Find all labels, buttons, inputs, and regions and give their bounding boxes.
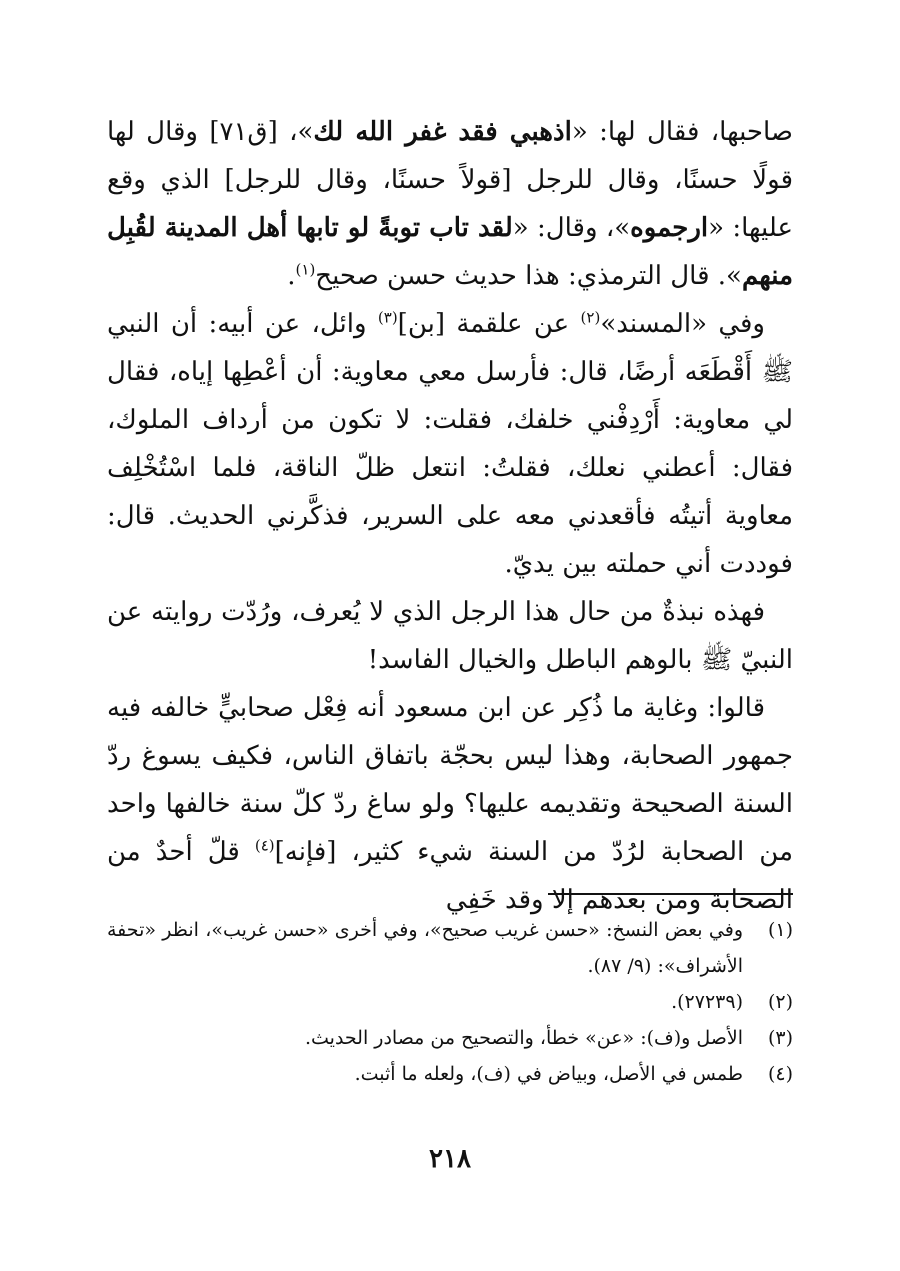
text-run: وائل، عن أبيه: أن النبي ﷺ أَقْطَعَه أرضًا، قال: فأرسل معي معاوية: أن أعْطِها إياه، فقال لي معاوية: أَرْدِفْني خلفك، فقلت: لا تكون من أرداف الملوك، فقال: أعطني نعلك، فقلتُ: انتعل ظلّ الناقة، فلما اسْتُخْلِف معاوية أتيتُه فأقعدني معه على السرير، فذكَّرني الحديث. قال: فوددت أني حملته بين يديّ. [107, 309, 793, 579]
footnote-marker: (٣) [377, 308, 398, 327]
quoted-hadith: اذهبي فقد غفر الله لك [313, 117, 572, 147]
text-run: . [287, 261, 296, 291]
footnote-number: (٣) [767, 1027, 793, 1049]
text-run: قالوا: وغاية ما ذُكِر عن ابن مسعود أنه فِعْل صحابيٍّ خالفه فيه جمهور الصحابة، وهذا ليس بحجّة باتفاق الناس، فكيف يسوغ ردّ السنة الصحيحة وتقديمه عليها؟ ولو ساغ ردّ كلّ سنة خالفها واحد من الصحابة لرُدّ من السنة شيء كثير، [فإنه] [107, 693, 793, 867]
paragraph-4 [107, 684, 793, 924]
footnotes [107, 912, 793, 1092]
text-run: صاحبها، فقال لها: « [571, 117, 793, 147]
paragraph-1 [107, 108, 793, 300]
paragraph-3 [107, 588, 793, 684]
quoted-hadith: ارجموه [630, 213, 709, 243]
footnote-2 [107, 984, 793, 1020]
footnote-marker: (٤) [254, 836, 275, 855]
footnote-separator [548, 893, 793, 895]
footnote-number: (٤) [767, 1063, 793, 1085]
footnote-3 [107, 1020, 793, 1056]
footnote-number: (١) [767, 919, 793, 941]
footnote-4 [107, 1056, 793, 1092]
quoted-hadith: لقد تاب توبةً لو تابها أهل المدينة لقُبِل منهم [107, 213, 793, 291]
footnote-text: (٢٧٢٣٩). [671, 991, 743, 1013]
main-text [107, 108, 793, 924]
paragraph-2 [107, 300, 793, 588]
footnote-marker: (١) [295, 260, 316, 279]
footnote-marker: (٢) [580, 308, 601, 327]
footnote-1 [107, 912, 793, 984]
text-run: ». قال الترمذي: هذا حديث حسن صحيح [315, 261, 742, 291]
text-run: »، وقال: « [512, 213, 631, 243]
footnote-text: وفي بعض النسخ: «حسن غريب صحيح»، وفي أخرى «حسن غريب»، انظر «تحفة الأشراف»: (٩/ ٨٧). [107, 919, 743, 977]
page-number: ٢١٨ [429, 1144, 471, 1174]
text-run: عن علقمة [بن] [397, 309, 581, 339]
footnote-text: طمس في الأصل، وبياض في (ف)، ولعله ما أثبت. [354, 1063, 743, 1085]
text-run: وفي «المسند» [600, 309, 765, 339]
text-run: »، [ق٧١] وقال لها قولًا حسنًا، وقال للرجل [قولاً حسنًا، وقال للرجل] الذي وقع عليها: « [107, 117, 793, 243]
text-run: فهذه نبذةٌ من حال هذا الرجل الذي لا يُعرف، ورُدّت روايته عن النبيّ ﷺ بالوهم الباطل والخيال الفاسد! [107, 597, 793, 675]
text-run: قلّ أحدٌ من الصحابة ومن بعدهم إلا وقد خَفِي [107, 837, 793, 915]
footnote-text: الأصل و(ف): «عن» خطأ، والتصحيح من مصادر الحديث. [304, 1027, 743, 1049]
footnote-number: (٢) [767, 991, 793, 1013]
